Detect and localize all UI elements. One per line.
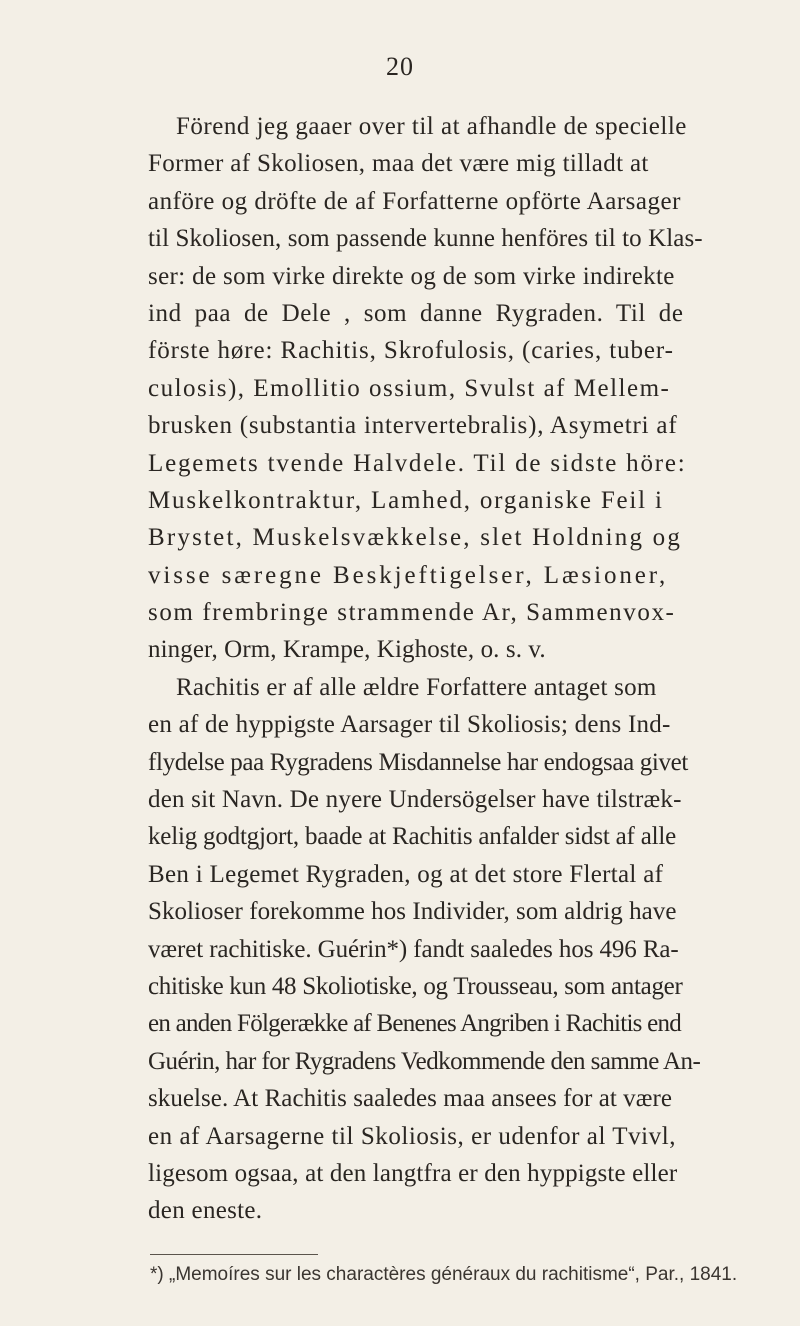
text-line: en anden Fölgerække af Benenes Angriben i Rachitis end: [148, 1010, 681, 1038]
text-line: ser: de som virke direkte og de som virke indirekte: [148, 262, 675, 290]
text-line: Former af Skoliosen, maa det være mig tilladt at: [148, 150, 649, 178]
text-line: anföre og dröfte de af Forfatterne opförte Aarsager: [148, 187, 681, 215]
text-line: den sit Navn. De nyere Undersögelser have tilstræk-: [148, 786, 682, 814]
text-line: brusken (substantia intervertebralis), Asymetri af: [148, 412, 678, 440]
text-line: chitiske kun 48 Skoliotiske, og Trousseau, som antager: [148, 972, 683, 1000]
footnote: *) „Memoíres sur les charactères généraux du rachitisme“, Par., 1841.: [150, 1264, 738, 1285]
text-line: Brystet, Muskelsvækkelse, slet Holdning og: [148, 524, 683, 552]
body-text: [148, 108, 798, 1230]
page-number: 20: [386, 52, 414, 81]
text-line: culosis), Emollitio ossium, Svulst af Mellem-: [148, 374, 671, 402]
text-line: været rachitiske. Guérin*) fandt saaledes hos 496 Ra-: [148, 935, 679, 963]
text-line: Legemets tvende Halvdele. Til de sidste höre:: [148, 449, 687, 477]
text-line: Ben i Legemet Rygraden, og at det store Flertal af: [148, 860, 664, 888]
text-line: kelig godtgjort, baade at Rachitis anfalder sidst af alle: [148, 823, 677, 851]
text-line: Skolioser forekomme hos Individer, som aldrig have: [148, 898, 677, 926]
text-line: til Skoliosen, som passende kunne henföres til to Klas-: [148, 225, 703, 253]
footnote-rule: [150, 1254, 318, 1255]
text-line: ninger, Orm, Krampe, Kighoste, o. s. v.: [148, 636, 546, 664]
text-line: skuelse. At Rachitis saaledes maa ansees for at være: [148, 1085, 672, 1113]
text-line: ligesom ogsaa, at den langtfra er den hyppigste eller: [148, 1159, 678, 1187]
text-line: ind paa de Dele , som danne Rygraden. Til de: [148, 299, 684, 327]
text-line: Rachitis er af alle ældre Forfattere antaget som: [176, 673, 657, 701]
text-line: en af Aarsagerne til Skoliosis, er udenfor al Tvivl,: [148, 1122, 677, 1150]
text-line: flydelse paa Rygradens Misdannelse har endogsaa givet: [148, 748, 688, 776]
text-line: Guérin, har for Rygradens Vedkommende den samme An-: [148, 1047, 701, 1075]
text-line: Muskelkontraktur, Lamhed, organiske Feil i: [148, 486, 664, 514]
text-line: visse særegne Beskjeftigelser, Læsioner,: [148, 561, 669, 589]
text-line: den eneste.: [148, 1197, 263, 1225]
text-line: Förend jeg gaaer over til at afhandle de specielle: [176, 113, 687, 140]
text-line: förste høre: Rachitis, Skrofulosis, (caries, tuber-: [148, 337, 674, 365]
text-line: som frembringe strammende Ar, Sammenvox-: [148, 599, 676, 627]
text-line: en af de hyppigste Aarsager til Skoliosis; dens Ind-: [148, 711, 671, 739]
